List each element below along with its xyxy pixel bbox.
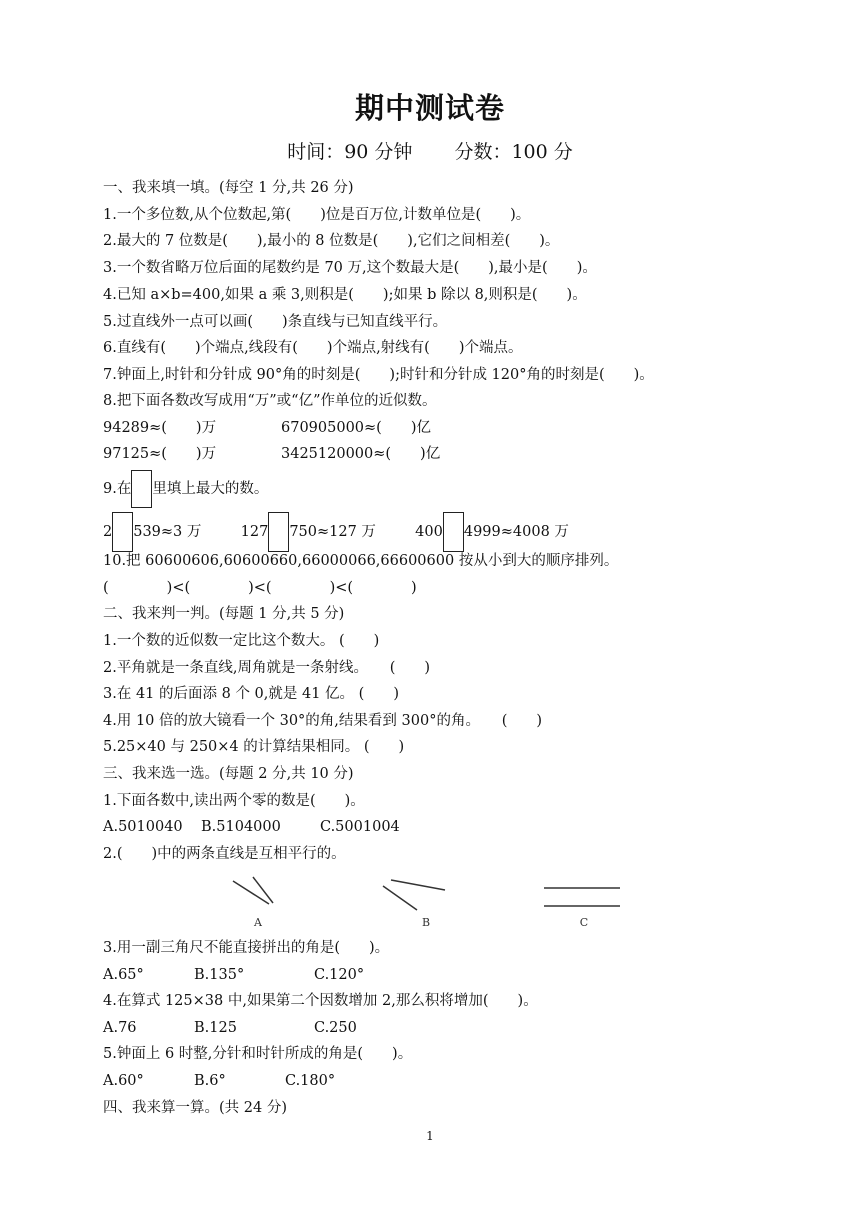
page-number: 1 [426, 1129, 434, 1143]
q9c-prefix: 400 [415, 524, 443, 540]
s3-q1-option-b: B.5104000 [201, 819, 281, 835]
s1-question-6: 6.直线有( )个端点,线段有( )个端点,射线有( )个端点。 [103, 340, 523, 356]
s1-question-3: 3.一个数省略万位后面的尾数约是 70 万,这个数最大是( ),最小是( )。 [103, 260, 597, 276]
exam-score: 分数：100 分 [454, 141, 573, 163]
s3-q1-option-a: A.5010040 [103, 819, 183, 835]
s1-question-7: 7.钟面上,时针和分针成 90°角的时刻是( );时针和分针成 120°角的时刻是( )。 [103, 367, 654, 383]
s3-q4-option-c: C.250 [314, 1020, 357, 1036]
q9b-answer-box[interactable] [268, 512, 289, 552]
s3-q3-option-a: A.65° [103, 967, 144, 983]
s1-q8-item-d: 3425120000≈( )亿 [281, 446, 441, 462]
q9b-prefix: 127 [240, 524, 269, 540]
figure-label-b: B [421, 916, 431, 929]
s1-question-9 [103, 470, 268, 498]
s2-question-1: 1.一个数的近似数一定比这个数大。 ( ) [103, 633, 380, 649]
s1-q9-items [103, 512, 569, 552]
s3-q3-option-b: B.135° [194, 967, 245, 983]
exam-time: 时间：90 分钟 [287, 141, 413, 163]
exam-info [0, 137, 860, 164]
s2-question-2: 2.平角就是一条直线,周角就是一条射线。 ( ) [103, 660, 431, 676]
s2-question-3: 3.在 41 的后面添 8 个 0,就是 41 亿。 ( ) [103, 686, 399, 702]
answer-box[interactable] [131, 470, 152, 508]
section-1-heading: 一、我来填一填。(每空 1 分,共 26 分) [103, 180, 354, 196]
section-4-heading: 四、我来算一算。(共 24 分) [103, 1100, 287, 1116]
section-3-heading: 三、我来选一选。(每题 2 分,共 10 分) [103, 766, 354, 782]
q9a-answer-box[interactable] [112, 512, 133, 552]
s3-q5-option-b: B.6° [194, 1073, 226, 1089]
s2-question-5: 5.25×40 与 250×4 的计算结果相同。 ( ) [103, 739, 405, 755]
s3-q5-option-a: A.60° [103, 1073, 144, 1089]
s3-q1-option-c: C.5001004 [320, 819, 400, 835]
s3-q3-option-c: C.120° [314, 967, 365, 983]
s1-q10-answer: ( )<( )<( )<( ) [103, 580, 417, 596]
page-title: 期中测试卷 [354, 91, 505, 125]
s1-question-5: 5.过直线外一点可以画( )条直线与已知直线平行。 [103, 314, 448, 330]
s1-question-2: 2.最大的 7 位数是( ),最小的 8 位数是( ),它们之间相差( )。 [103, 233, 560, 249]
s3-question-1: 1.下面各数中,读出两个零的数是( )。 [103, 793, 365, 809]
s1-question-4: 4.已知 a×b=400,如果 a 乘 3,则积是( );如果 b 除以 8,则积是( )。 [103, 287, 587, 303]
q9c-answer-box[interactable] [443, 512, 464, 552]
s1-q8-item-b: 670905000≈( )亿 [281, 420, 431, 436]
q9b-suffix: 750≈127 万 [289, 524, 376, 540]
s3-question-2: 2.( )中的两条直线是互相平行的。 [103, 846, 346, 862]
s1-q8-item-a: 94289≈( )万 [103, 420, 217, 436]
s3-question-3: 3.用一副三角尺不能直接拼出的角是( )。 [103, 940, 390, 956]
q9a-prefix: 2 [103, 524, 113, 540]
figure-label-c: C [579, 916, 589, 929]
s1-q8-item-c: 97125≈( )万 [103, 446, 217, 462]
figure-option-a [233, 877, 273, 929]
section-2-heading: 二、我来判一判。(每题 1 分,共 5 分) [103, 606, 345, 622]
parallel-lines-figure [220, 870, 640, 936]
s1-question-1: 1.一个多位数,从个位数起,第( )位是百万位,计数单位是( )。 [103, 207, 531, 223]
s1-question-10: 10.把 60600606,60600660,66000066,66600600 按从小到大的顺序排列。 [103, 553, 619, 569]
s3-q4-option-b: B.125 [194, 1020, 237, 1036]
figure-label-a: A [254, 916, 262, 929]
s3-q5-option-c: C.180° [285, 1073, 336, 1089]
s3-q4-option-a: A.76 [103, 1020, 137, 1036]
q9-prefix: 9.在 [103, 481, 132, 497]
s3-question-4: 4.在算式 125×38 中,如果第二个因数增加 2,那么积将增加( )。 [103, 993, 538, 1009]
q9-suffix: 里填上最大的数。 [152, 481, 269, 497]
figure-option-c [544, 888, 620, 929]
q9c-suffix: 4999≈4008 万 [463, 524, 569, 540]
figure-option-b [383, 880, 445, 929]
q9a-suffix: 539≈3 万 [133, 524, 202, 540]
s2-question-4: 4.用 10 倍的放大镜看一个 30°的角,结果看到 300°的角。 ( ) [103, 713, 543, 729]
s3-question-5: 5.钟面上 6 时整,分针和时针所成的角是( )。 [103, 1046, 413, 1062]
s1-question-8: 8.把下面各数改写成用“万”或“亿”作单位的近似数。 [103, 393, 437, 409]
